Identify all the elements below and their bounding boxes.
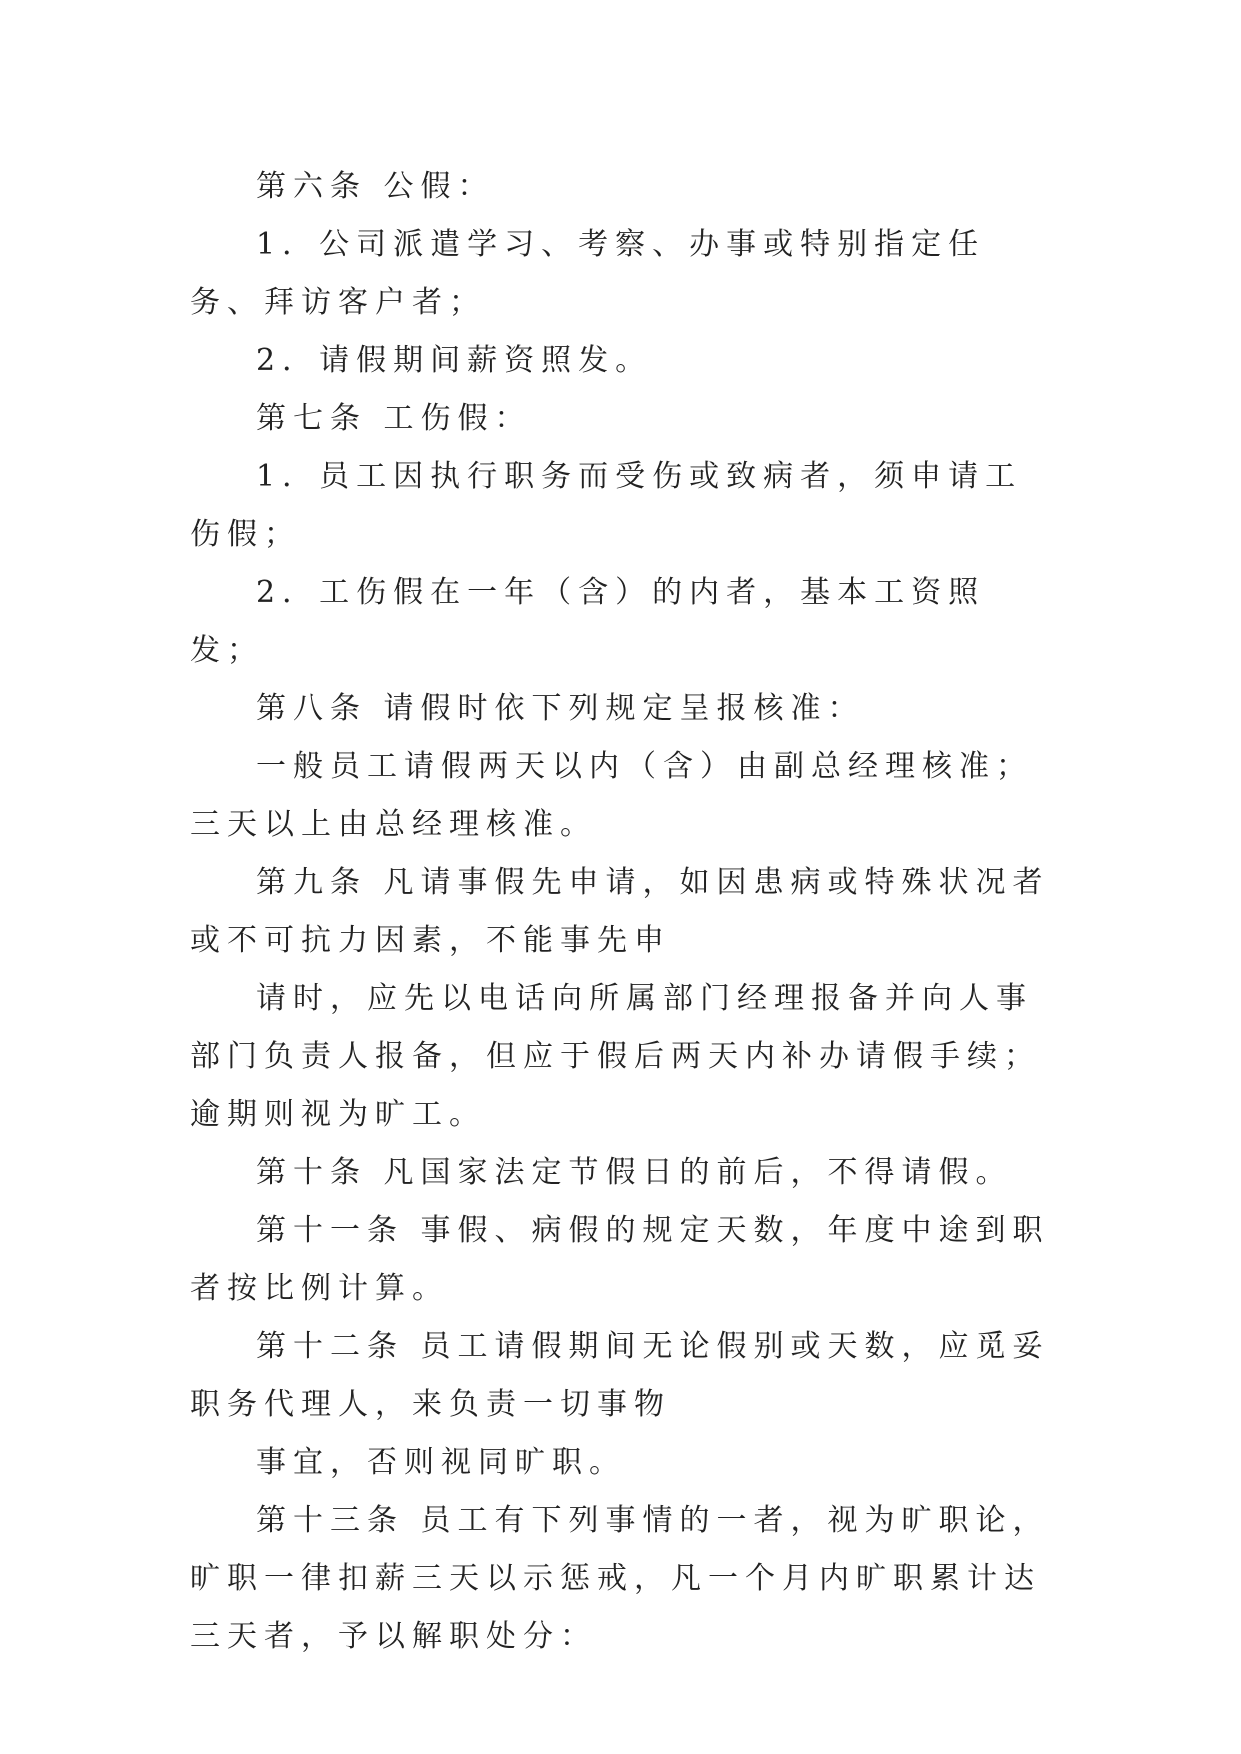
paragraph-public-leave-item-2: 2．请假期间薪资照发。 — [256, 343, 653, 378]
paragraph-article-12-continued: 事宜，否则视同旷职。 — [256, 1445, 626, 1480]
paragraph-article-7: 第七条 工伤假： — [256, 401, 532, 436]
paragraph-article-9: 第九条 凡请事假先申请，如因患病或特殊状况者或不可抗力因素，不能事先申 — [190, 865, 1050, 958]
document-body — [190, 158, 1052, 1666]
paragraph-article-11: 第十一条 事假、病假的规定天数，年度中途到职者按比例计算。 — [190, 1213, 1050, 1306]
paragraph-injury-leave-item-2: 2．工伤假在一年（含）的内者，基本工资照发； — [190, 575, 986, 668]
paragraph-approval-rule: 一般员工请假两天以内（含）由副总经理核准；三天以上由总经理核准。 — [190, 749, 1033, 842]
paragraph-article-13: 第十三条 员工有下列事情的一者，视为旷职论，旷职一律扣薪三天以示惩戒，凡一个月内旷职累计达三天者，予以解职处分： — [190, 1503, 1050, 1654]
paragraph-article-10: 第十条 凡国家法定节假日的前后，不得请假。 — [256, 1155, 1013, 1190]
paragraph-article-12: 第十二条 员工请假期间无论假别或天数，应觅妥职务代理人，来负责一切事物 — [190, 1329, 1050, 1422]
paragraph-public-leave-item-1: 1．公司派遣学习、考察、办事或特别指定任务、拜访客户者； — [190, 227, 986, 320]
paragraph-injury-leave-item-1: 1．员工因执行职务而受伤或致病者，须申请工伤假； — [190, 459, 1023, 552]
paragraph-article-9-continued: 请时，应先以电话向所属部门经理报备并向人事部门负责人报备，但应于假后两天内补办请假手续；逾期则视为旷工。 — [190, 981, 1041, 1132]
paragraph-article-6: 第六条 公假： — [256, 169, 495, 204]
paragraph-article-8: 第八条 请假时依下列规定呈报核准： — [256, 691, 865, 726]
